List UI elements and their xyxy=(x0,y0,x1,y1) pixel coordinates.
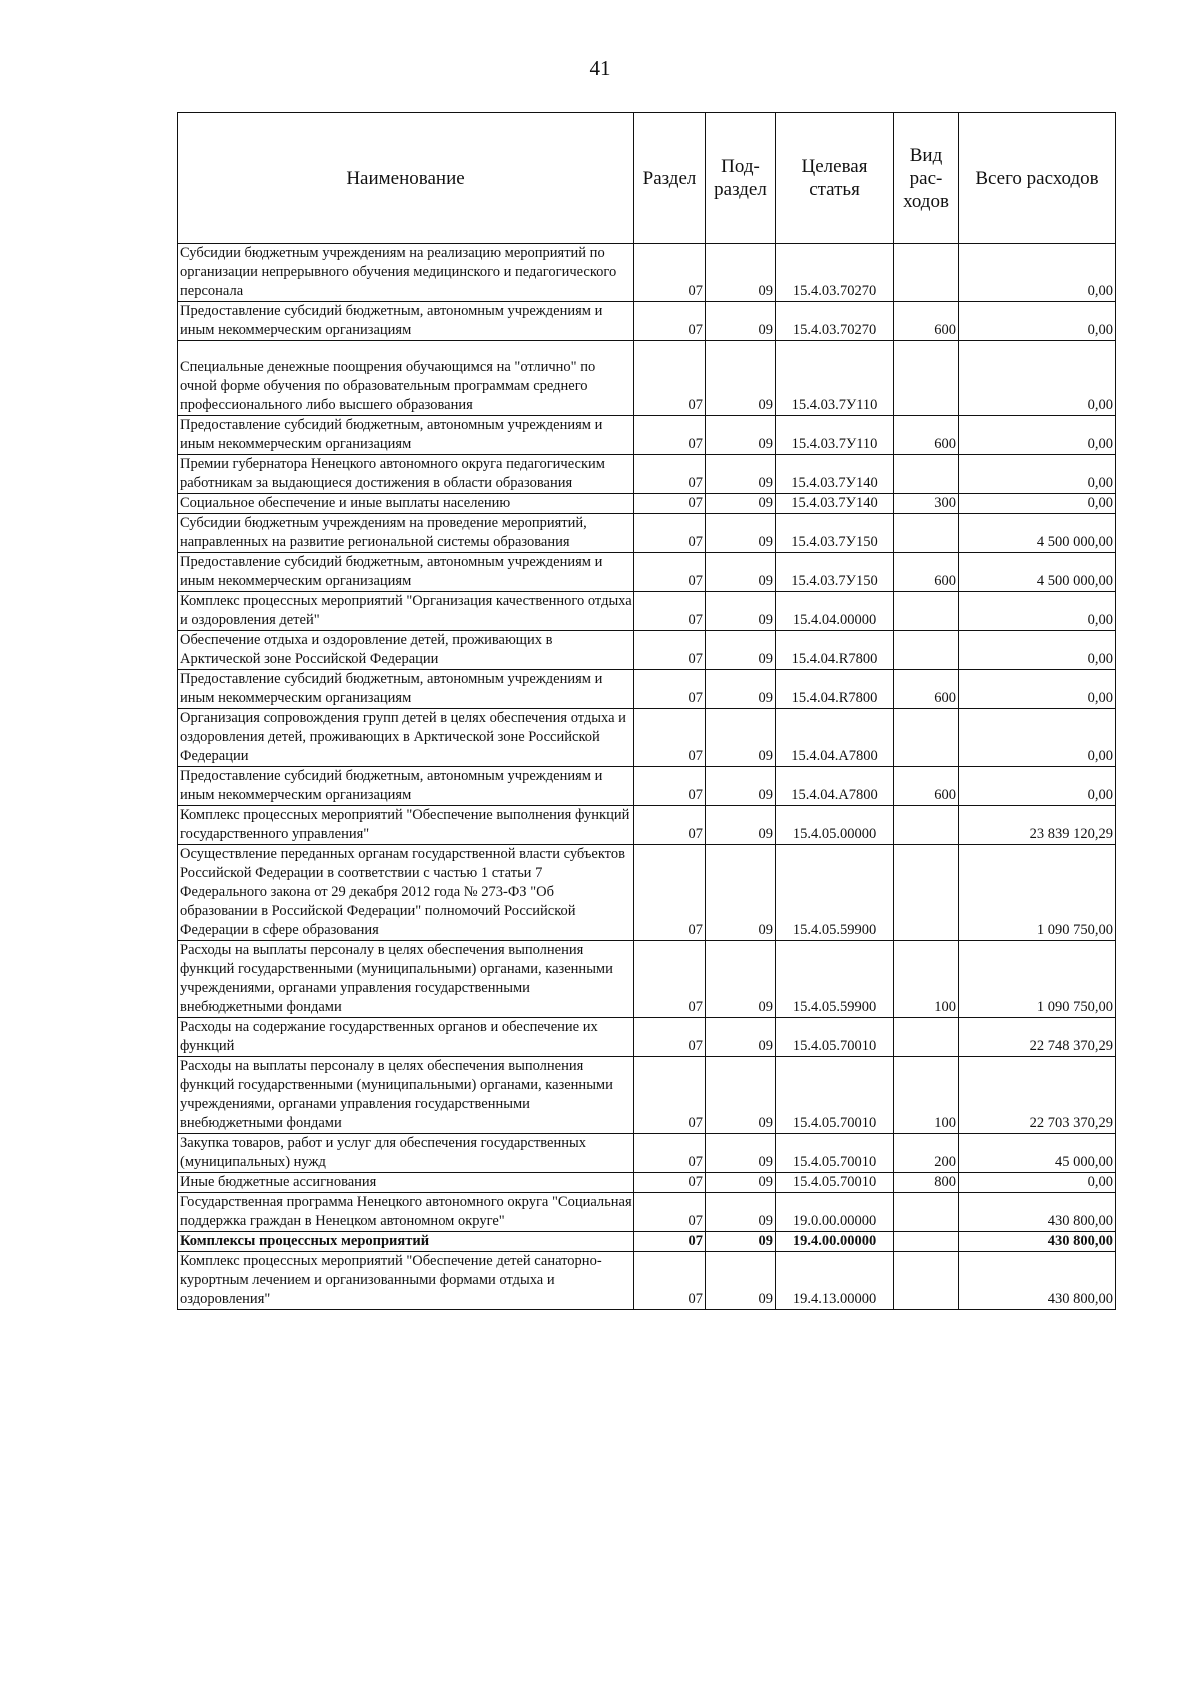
cell-vid: 600 xyxy=(894,416,959,455)
cell-name: Комплекс процессных мероприятий "Обеспечение детей санаторно-курортным лечением и организованными формами отдыха и оздоровления" xyxy=(178,1252,634,1310)
table-row xyxy=(178,592,1116,631)
cell-vid: 200 xyxy=(894,1134,959,1173)
cell-name: Комплекс процессных мероприятий "Организация качественного отдыха и оздоровления детей" xyxy=(178,592,634,631)
cell-name: Предоставление субсидий бюджетным, автономным учреждениям и иным некоммерческим организациям xyxy=(178,553,634,592)
cell-razdel: 07 xyxy=(634,514,706,553)
cell-celevaya: 15.4.03.70270 xyxy=(776,244,894,302)
cell-razdel: 07 xyxy=(634,1018,706,1057)
cell-podrazdel: 09 xyxy=(706,1252,776,1310)
cell-celevaya: 15.4.03.7У150 xyxy=(776,514,894,553)
cell-total: 0,00 xyxy=(959,767,1116,806)
cell-name: Обеспечение отдыха и оздоровление детей, проживающих в Арктической зоне Российской Федерации xyxy=(178,631,634,670)
cell-vid xyxy=(894,1018,959,1057)
table-row xyxy=(178,806,1116,845)
cell-podrazdel: 09 xyxy=(706,1193,776,1232)
cell-vid xyxy=(894,1232,959,1252)
cell-celevaya: 15.4.04.00000 xyxy=(776,592,894,631)
cell-razdel: 07 xyxy=(634,1252,706,1310)
table-row xyxy=(178,1193,1116,1232)
table-row xyxy=(178,1173,1116,1193)
table-row xyxy=(178,1057,1116,1134)
cell-celevaya: 15.4.03.7У150 xyxy=(776,553,894,592)
cell-celevaya: 15.4.05.59900 xyxy=(776,845,894,941)
cell-podrazdel: 09 xyxy=(706,1018,776,1057)
cell-name: Социальное обеспечение и иные выплаты населению xyxy=(178,494,634,514)
table-row xyxy=(178,1252,1116,1310)
cell-name: Субсидии бюджетным учреждениям на реализацию мероприятий по организации непрерывного обучения медицинского и педагогического персонала xyxy=(178,244,634,302)
cell-vid xyxy=(894,244,959,302)
cell-total: 22 748 370,29 xyxy=(959,1018,1116,1057)
cell-podrazdel: 09 xyxy=(706,845,776,941)
cell-podrazdel: 09 xyxy=(706,1057,776,1134)
table-row xyxy=(178,455,1116,494)
cell-total: 22 703 370,29 xyxy=(959,1057,1116,1134)
cell-razdel: 07 xyxy=(634,845,706,941)
cell-podrazdel: 09 xyxy=(706,941,776,1018)
cell-vid: 600 xyxy=(894,553,959,592)
page-number: 41 xyxy=(589,56,611,80)
cell-podrazdel: 09 xyxy=(706,341,776,416)
cell-name: Предоставление субсидий бюджетным, автономным учреждениям и иным некоммерческим организациям xyxy=(178,416,634,455)
table-row xyxy=(178,845,1116,941)
cell-podrazdel: 09 xyxy=(706,631,776,670)
cell-vid xyxy=(894,709,959,767)
cell-razdel: 07 xyxy=(634,806,706,845)
cell-name: Расходы на выплаты персоналу в целях обеспечения выполнения функций государственными (муниципальными) органами, казенными учреждениями, органами управления государственными внебюджетными фондами xyxy=(178,1057,634,1134)
cell-total: 0,00 xyxy=(959,494,1116,514)
cell-podrazdel: 09 xyxy=(706,455,776,494)
cell-celevaya: 15.4.03.7У110 xyxy=(776,341,894,416)
cell-total: 0,00 xyxy=(959,455,1116,494)
cell-vid: 100 xyxy=(894,1057,959,1134)
table-row xyxy=(178,514,1116,553)
cell-total: 430 800,00 xyxy=(959,1193,1116,1232)
cell-name: Организация сопровождения групп детей в целях обеспечения отдыха и оздоровления детей, проживающих в Арктической зоне Российской Федерации xyxy=(178,709,634,767)
cell-vid: 600 xyxy=(894,302,959,341)
cell-celevaya: 15.4.05.70010 xyxy=(776,1173,894,1193)
cell-vid xyxy=(894,1193,959,1232)
cell-podrazdel: 09 xyxy=(706,514,776,553)
cell-podrazdel: 09 xyxy=(706,1134,776,1173)
cell-vid xyxy=(894,845,959,941)
cell-total: 0,00 xyxy=(959,592,1116,631)
cell-razdel: 07 xyxy=(634,553,706,592)
cell-total: 23 839 120,29 xyxy=(959,806,1116,845)
cell-podrazdel: 09 xyxy=(706,494,776,514)
cell-podrazdel: 09 xyxy=(706,302,776,341)
cell-name: Расходы на выплаты персоналу в целях обеспечения выполнения функций государственными (муниципальными) органами, казенными учреждениями, органами управления государственными внебюджетными фондами xyxy=(178,941,634,1018)
cell-vid xyxy=(894,631,959,670)
cell-vid xyxy=(894,455,959,494)
table-row xyxy=(178,553,1116,592)
cell-name: Премии губернатора Ненецкого автономного округа педагогическим работникам за выдающиеся достижения в области образования xyxy=(178,455,634,494)
cell-name: Государственная программа Ненецкого автономного округа "Социальная поддержка граждан в Ненецком автономном округе" xyxy=(178,1193,634,1232)
cell-name: Комплекс процессных мероприятий "Обеспечение выполнения функций государственного управления" xyxy=(178,806,634,845)
cell-name: Иные бюджетные ассигнования xyxy=(178,1173,634,1193)
table-header-row xyxy=(178,113,1116,244)
cell-vid xyxy=(894,806,959,845)
cell-vid xyxy=(894,341,959,416)
table-row xyxy=(178,244,1116,302)
cell-razdel: 07 xyxy=(634,455,706,494)
cell-total: 0,00 xyxy=(959,244,1116,302)
table-row xyxy=(178,709,1116,767)
cell-name: Расходы на содержание государственных органов и обеспечение их функций xyxy=(178,1018,634,1057)
cell-celevaya: 15.4.05.70010 xyxy=(776,1057,894,1134)
cell-razdel: 07 xyxy=(634,494,706,514)
cell-celevaya: 15.4.03.70270 xyxy=(776,302,894,341)
cell-celevaya: 15.4.05.70010 xyxy=(776,1018,894,1057)
cell-total: 0,00 xyxy=(959,1173,1116,1193)
cell-razdel: 07 xyxy=(634,416,706,455)
cell-celevaya: 19.4.13.00000 xyxy=(776,1252,894,1310)
table-row xyxy=(178,302,1116,341)
cell-razdel: 07 xyxy=(634,341,706,416)
cell-celevaya: 19.4.00.00000 xyxy=(776,1232,894,1252)
table-row xyxy=(178,341,1116,416)
table-row xyxy=(178,494,1116,514)
cell-vid: 600 xyxy=(894,670,959,709)
cell-total: 4 500 000,00 xyxy=(959,553,1116,592)
cell-celevaya: 15.4.05.00000 xyxy=(776,806,894,845)
header-razdel: Раздел xyxy=(634,113,706,244)
cell-razdel: 07 xyxy=(634,767,706,806)
cell-celevaya: 15.4.05.70010 xyxy=(776,1134,894,1173)
table-row xyxy=(178,670,1116,709)
cell-name: Закупка товаров, работ и услуг для обеспечения государственных (муниципальных) нужд xyxy=(178,1134,634,1173)
cell-celevaya: 19.0.00.00000 xyxy=(776,1193,894,1232)
cell-total: 4 500 000,00 xyxy=(959,514,1116,553)
cell-total: 1 090 750,00 xyxy=(959,941,1116,1018)
header-vid: Вид рас- ходов xyxy=(894,113,959,244)
cell-total: 1 090 750,00 xyxy=(959,845,1116,941)
header-name: Наименование xyxy=(178,113,634,244)
cell-podrazdel: 09 xyxy=(706,416,776,455)
cell-name: Субсидии бюджетным учреждениям на проведение мероприятий, направленных на развитие региональной системы образования xyxy=(178,514,634,553)
cell-podrazdel: 09 xyxy=(706,553,776,592)
cell-razdel: 07 xyxy=(634,631,706,670)
cell-celevaya: 15.4.04.R7800 xyxy=(776,631,894,670)
cell-vid: 300 xyxy=(894,494,959,514)
cell-total: 45 000,00 xyxy=(959,1134,1116,1173)
cell-vid xyxy=(894,592,959,631)
cell-razdel: 07 xyxy=(634,244,706,302)
cell-podrazdel: 09 xyxy=(706,1173,776,1193)
table-row xyxy=(178,767,1116,806)
cell-celevaya: 15.4.05.59900 xyxy=(776,941,894,1018)
table-row xyxy=(178,941,1116,1018)
cell-name: Предоставление субсидий бюджетным, автономным учреждениям и иным некоммерческим организациям xyxy=(178,767,634,806)
cell-name: Специальные денежные поощрения обучающимся на "отлично" по очной форме обучения по образовательным программам среднего профессионального либо высшего образования xyxy=(178,341,634,416)
cell-celevaya: 15.4.04.R7800 xyxy=(776,670,894,709)
header-total: Всего расходов xyxy=(959,113,1116,244)
cell-vid: 600 xyxy=(894,767,959,806)
cell-total: 0,00 xyxy=(959,631,1116,670)
header-podrazdel: Под- раздел xyxy=(706,113,776,244)
cell-name: Осуществление переданных органам государственной власти субъектов Российской Федерации в соответствии с частью 1 статьи 7 Федерального закона от 29 декабря 2012 года № 273-ФЗ "Об образовании в Российской Федерации" полномочий Российской Федерации в сфере образования xyxy=(178,845,634,941)
cell-podrazdel: 09 xyxy=(706,767,776,806)
cell-razdel: 07 xyxy=(634,670,706,709)
cell-podrazdel: 09 xyxy=(706,670,776,709)
cell-razdel: 07 xyxy=(634,592,706,631)
cell-razdel: 07 xyxy=(634,1173,706,1193)
cell-podrazdel: 09 xyxy=(706,1232,776,1252)
table-row xyxy=(178,631,1116,670)
cell-razdel: 07 xyxy=(634,1193,706,1232)
cell-razdel: 07 xyxy=(634,1232,706,1252)
header-celevaya: Целевая статья xyxy=(776,113,894,244)
cell-vid xyxy=(894,514,959,553)
table-row xyxy=(178,1232,1116,1252)
cell-celevaya: 15.4.03.7У140 xyxy=(776,494,894,514)
cell-total: 0,00 xyxy=(959,416,1116,455)
cell-vid xyxy=(894,1252,959,1310)
budget-table xyxy=(177,112,1116,1310)
cell-total: 0,00 xyxy=(959,302,1116,341)
cell-total: 0,00 xyxy=(959,709,1116,767)
cell-celevaya: 15.4.03.7У110 xyxy=(776,416,894,455)
cell-name: Комплексы процессных мероприятий xyxy=(178,1232,634,1252)
cell-name: Предоставление субсидий бюджетным, автономным учреждениям и иным некоммерческим организациям xyxy=(178,302,634,341)
cell-podrazdel: 09 xyxy=(706,806,776,845)
cell-celevaya: 15.4.03.7У140 xyxy=(776,455,894,494)
cell-razdel: 07 xyxy=(634,1134,706,1173)
cell-celevaya: 15.4.04.A7800 xyxy=(776,709,894,767)
cell-total: 430 800,00 xyxy=(959,1232,1116,1252)
cell-total: 0,00 xyxy=(959,341,1116,416)
cell-name: Предоставление субсидий бюджетным, автономным учреждениям и иным некоммерческим организациям xyxy=(178,670,634,709)
table-row xyxy=(178,1018,1116,1057)
table-row xyxy=(178,416,1116,455)
cell-vid: 100 xyxy=(894,941,959,1018)
table-row xyxy=(178,1134,1116,1173)
cell-podrazdel: 09 xyxy=(706,244,776,302)
cell-podrazdel: 09 xyxy=(706,592,776,631)
cell-total: 0,00 xyxy=(959,670,1116,709)
cell-razdel: 07 xyxy=(634,941,706,1018)
cell-total: 430 800,00 xyxy=(959,1252,1116,1310)
cell-razdel: 07 xyxy=(634,709,706,767)
cell-razdel: 07 xyxy=(634,302,706,341)
cell-celevaya: 15.4.04.A7800 xyxy=(776,767,894,806)
cell-razdel: 07 xyxy=(634,1057,706,1134)
cell-podrazdel: 09 xyxy=(706,709,776,767)
cell-vid: 800 xyxy=(894,1173,959,1193)
